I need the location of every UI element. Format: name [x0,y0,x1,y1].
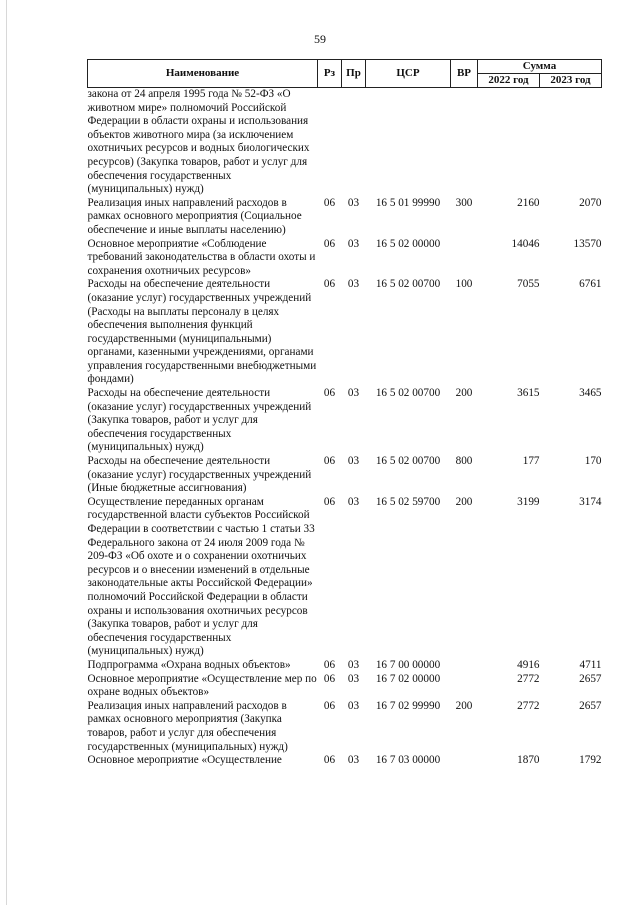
row-sum-2022-cell: 177 [522,455,540,468]
header-year-2022: 2022 год [478,74,540,88]
row-name-cell: Расходы на обеспечение деятельности (оказание услуг) государственных учреждений (Закупка товаров, работ и услуг для обеспечения государственных (муниципальных) нужд) [87,387,312,454]
row-pr-cell: 03 [347,672,360,685]
table-row [88,673,602,700]
row-pr-cell: 03 [347,278,360,291]
row-sum-2022-cell: 7055 [517,278,540,291]
row-name-cell: Основное мероприятие «Осуществление мер по охране водных объектов» [87,672,317,699]
row-name-cell: Реализация иных направлений расходов в рамках основного мероприятия (Социальное обеспечение и иные выплаты населению) [87,196,302,236]
row-sum-2022-cell: 1870 [517,754,540,767]
row-csr-cell: 16 5 02 00000 [375,237,441,250]
row-name-cell: Подпрограмма «Охрана водных объектов» [87,658,291,671]
row-rz-cell: 06 [323,699,336,712]
row-name-cell: Основное мероприятие «Осуществление [87,754,282,767]
row-sum-2022-cell: 3199 [517,495,540,508]
row-rz-cell: 06 [323,196,336,209]
table-row [88,278,602,387]
row-sum-2022-cell: 2772 [517,672,540,685]
row-rz-cell: 06 [323,237,336,250]
row-rz-cell: 06 [323,495,336,508]
row-pr-cell: 03 [347,495,360,508]
row-sum-2023-cell: 13570 [573,237,602,250]
row-rz-cell: 06 [323,672,336,685]
row-sum-2023-cell [540,88,602,197]
row-rz-cell: 06 [323,387,336,400]
row-csr-cell: 16 5 01 99990 [375,196,441,209]
row-pr-cell: 03 [347,455,360,468]
row-pr-cell: 03 [347,658,360,671]
table-body [88,88,602,768]
table-row [88,387,602,455]
row-sum-2023-cell: 6761 [579,278,602,291]
row-vr-cell: 200 [455,495,473,508]
row-sum-2022-cell [478,88,540,197]
row-rz-cell: 06 [323,658,336,671]
row-csr-cell: 16 7 00 00000 [375,658,441,671]
row-csr-cell: 16 5 02 00700 [375,387,441,400]
row-csr-cell: 16 5 02 59700 [375,495,441,508]
row-csr-cell: 16 7 03 00000 [375,754,441,767]
header-name: Наименование [88,60,318,88]
header-csr: ЦСР [366,60,451,88]
row-rz-cell: 06 [323,278,336,291]
row-vr-cell [451,238,478,279]
row-vr-cell: 200 [455,387,473,400]
table-row [88,700,602,754]
table-header [88,60,602,88]
table-row [88,238,602,279]
row-csr-cell: 16 5 02 00700 [375,278,441,291]
row-name-cell: закона от 24 апреля 1995 года № 52-ФЗ «О животном мире» полномочий Российской Федерации в области охраны и использования объектов животного мира (за исключением охотничьих ресурсов и водных биологических ресурсов) (Закупка товаров, работ и услуг для обеспечения государственных (муниципальных) нужд) [87,88,310,196]
row-pr-cell [342,88,366,197]
row-sum-2022-cell: 2160 [517,196,540,209]
row-sum-2023-cell: 1792 [579,754,602,767]
row-name-cell: Расходы на обеспечение деятельности (оказание услуг) государственных учреждений (Расходы на выплаты персоналу в целях обеспечения выполнения функций государственными (муниципальными) органами, казенными учреждениями, органами управления государственными внебюджетными фондами) [87,278,317,386]
row-vr-cell: 300 [455,196,473,209]
row-csr-cell: 16 7 02 99990 [375,699,441,712]
header-vr: ВР [451,60,478,88]
table-row [88,754,602,768]
row-pr-cell: 03 [347,237,360,250]
row-sum-2023-cell: 2070 [579,196,602,209]
row-pr-cell: 03 [347,699,360,712]
header-rz: Рз [318,60,342,88]
row-sum-2022-cell: 3615 [517,387,540,400]
row-vr-cell: 200 [455,699,473,712]
scan-edge-line [6,0,7,905]
table-row [88,197,602,238]
row-sum-2023-cell: 2657 [579,672,602,685]
page-number: 59 [314,32,326,46]
table-row [88,455,602,496]
row-csr-cell: 16 7 02 00000 [375,672,441,685]
table-row [88,88,602,197]
row-sum-2022-cell: 2772 [517,699,540,712]
row-rz-cell: 06 [323,455,336,468]
row-rz-cell: 06 [323,754,336,767]
row-sum-2023-cell: 170 [584,455,602,468]
row-vr-cell: 100 [455,278,473,291]
table-row [88,496,602,659]
row-sum-2023-cell: 4711 [579,658,602,671]
row-sum-2022-cell: 14046 [511,237,540,250]
row-sum-2023-cell: 2657 [579,699,602,712]
row-sum-2022-cell: 4916 [517,658,540,671]
row-sum-2023-cell: 3174 [579,495,602,508]
header-sum: Сумма [478,60,602,74]
row-vr-cell [451,88,478,197]
row-pr-cell: 03 [347,196,360,209]
row-vr-cell [451,754,478,768]
row-rz-cell [318,88,342,197]
row-vr-cell [451,673,478,700]
table-row [88,659,602,673]
row-name-cell: Осуществление переданных органам государственной власти субъектов Российской Федерации в соответствии с частью 1 статьи 33 Федерального закона от 24 июля 2009 года № 209-ФЗ «Об охоте и о сохранении охотничьих ресурсов и о внесении изменений в отдельные законодательные акты Российской Федерации» полномочий Российской Федерации в области охраны и использования охотничьих ресурсов (Закупка товаров, работ и услуг для обеспечения государственных (муниципальных) нужд) [87,495,315,658]
row-vr-cell [451,659,478,673]
row-name-cell: Основное мероприятие «Соблюдение требований законодательства в области охоты и сохранения охотничьих ресурсов» [87,237,316,277]
row-pr-cell: 03 [347,387,360,400]
header-pr: Пр [342,60,366,88]
row-csr-cell [366,88,451,197]
row-name-cell: Реализация иных направлений расходов в рамках основного мероприятия (Закупка товаров, работ и услуг для обеспечения государственных (муниципальных) нужд) [87,699,288,753]
row-pr-cell: 03 [347,754,360,767]
row-vr-cell: 800 [455,455,473,468]
row-sum-2023-cell: 3465 [579,387,602,400]
header-year-2023: 2023 год [540,74,602,88]
budget-table [87,59,602,768]
row-csr-cell: 16 5 02 00700 [375,455,441,468]
row-name-cell: Расходы на обеспечение деятельности (оказание услуг) государственных учреждений (Иные бюджетные ассигнования) [87,455,312,495]
